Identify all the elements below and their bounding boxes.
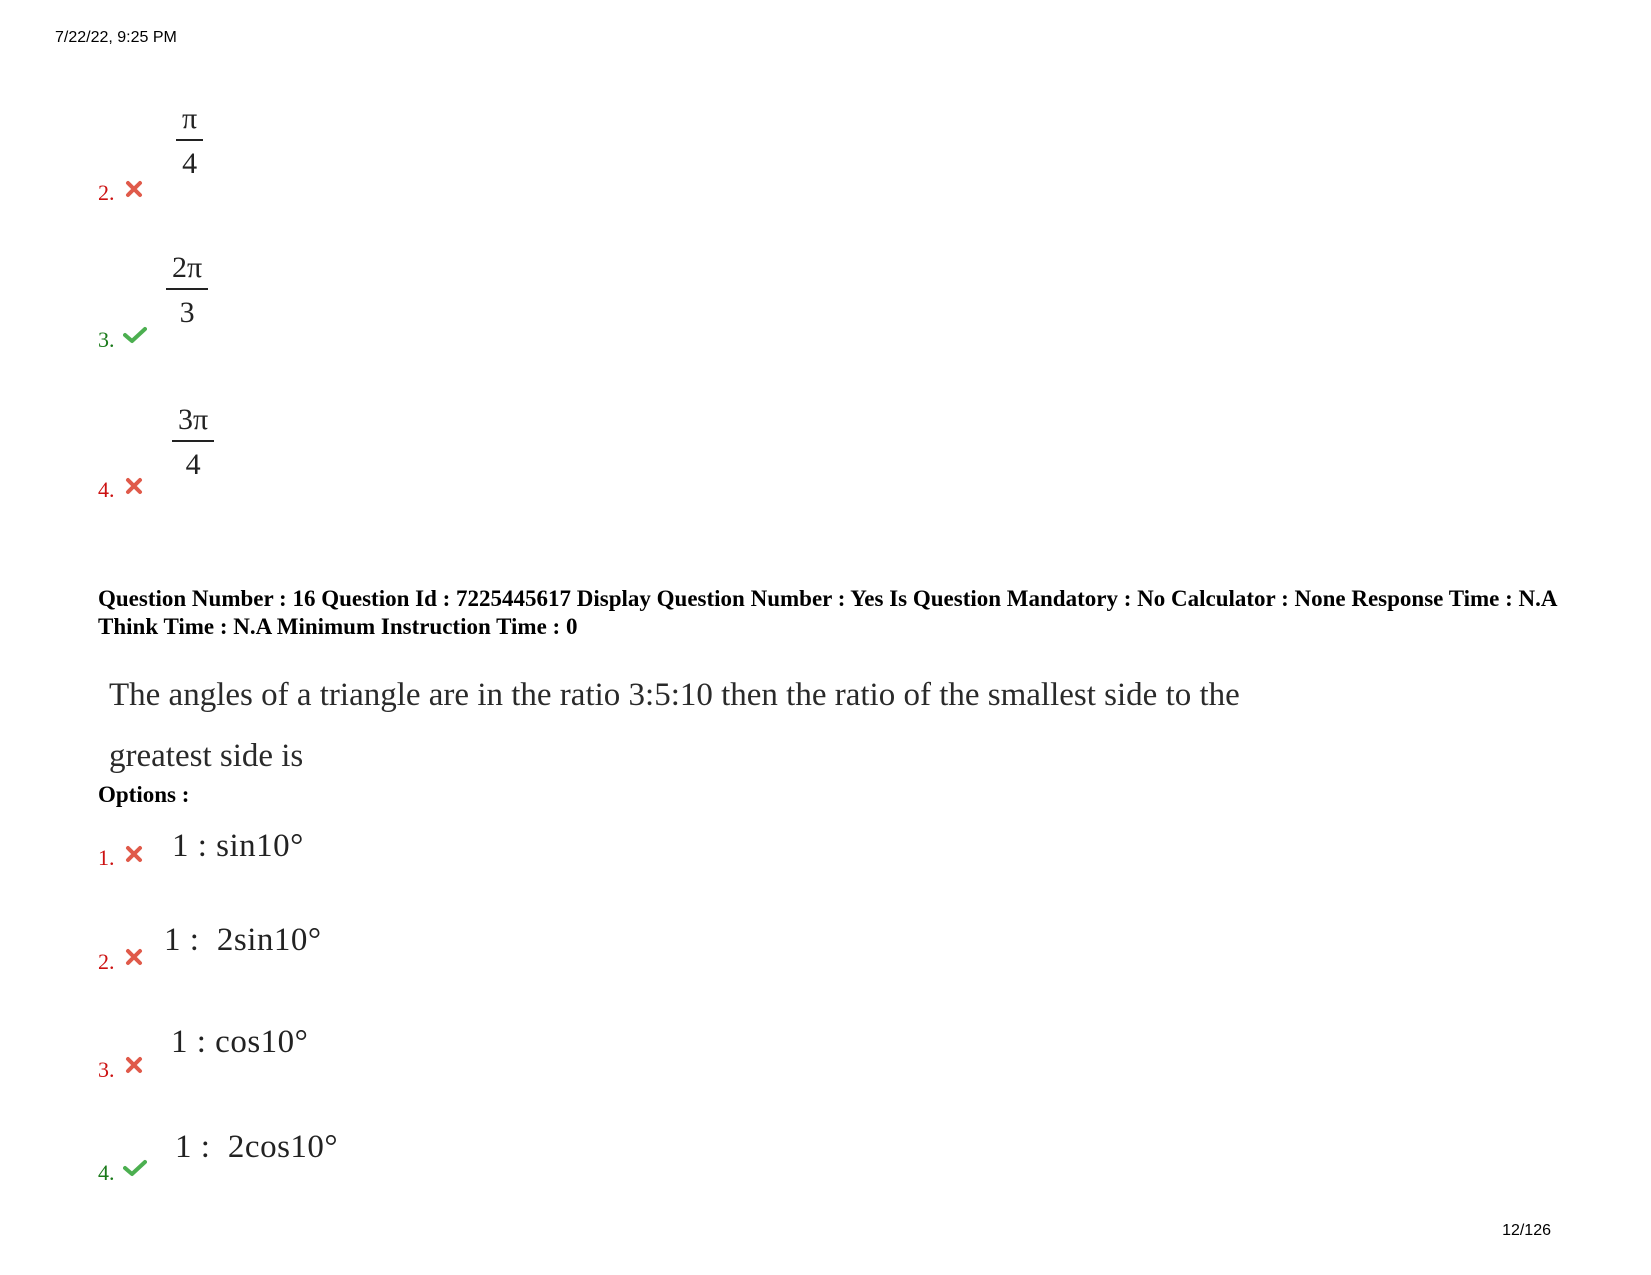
fraction-denominator: 4	[185, 447, 201, 481]
option-fraction	[166, 253, 208, 328]
option-answer: 1 : cos10°	[171, 1024, 309, 1060]
cross-icon	[125, 1056, 143, 1074]
cross-icon	[125, 948, 143, 966]
fraction-denominator: 4	[182, 146, 198, 180]
question-text	[109, 665, 1240, 787]
option-fraction	[172, 405, 214, 480]
checkmark-icon	[123, 1159, 147, 1177]
option-number: 4.	[98, 477, 115, 502]
cross-icon	[125, 845, 143, 863]
option-answer: 1 : 2sin10°	[164, 922, 322, 958]
option-number: 4.	[98, 1160, 115, 1185]
question-text-line: greatest side is	[109, 738, 304, 774]
option-answer: 1 : 2cos10°	[175, 1129, 339, 1165]
option-number: 3.	[98, 1057, 115, 1082]
fraction-numerator: π	[182, 102, 198, 135]
option-answer: 1 : sin10°	[172, 828, 304, 864]
option-number: 2.	[98, 180, 115, 205]
fraction-numerator: 2π	[172, 251, 203, 284]
question-metadata: Question Number : 16 Question Id : 7225445617 Display Question Number : Yes Is Question Mandatory : No Calculator : None Response Time : N.A Think Time : N.A Minimum Instruction Time : 0	[98, 586, 1557, 639]
checkmark-icon	[123, 326, 147, 344]
option-number: 1.	[98, 845, 115, 870]
cross-icon	[125, 477, 143, 495]
question-text-line: The angles of a triangle are in the ratio 3:5:10 then the ratio of the smallest side to the	[109, 677, 1240, 713]
options-label: Options :	[98, 782, 190, 807]
print-timestamp: 7/22/22, 9:25 PM	[55, 29, 177, 46]
cross-icon	[125, 180, 143, 198]
option-number: 2.	[98, 949, 115, 974]
option-fraction	[176, 104, 203, 179]
page-number: 12/126	[1502, 1222, 1551, 1239]
fraction-numerator: 3π	[178, 403, 209, 436]
option-number: 3.	[98, 327, 115, 352]
fraction-denominator: 3	[179, 295, 195, 329]
